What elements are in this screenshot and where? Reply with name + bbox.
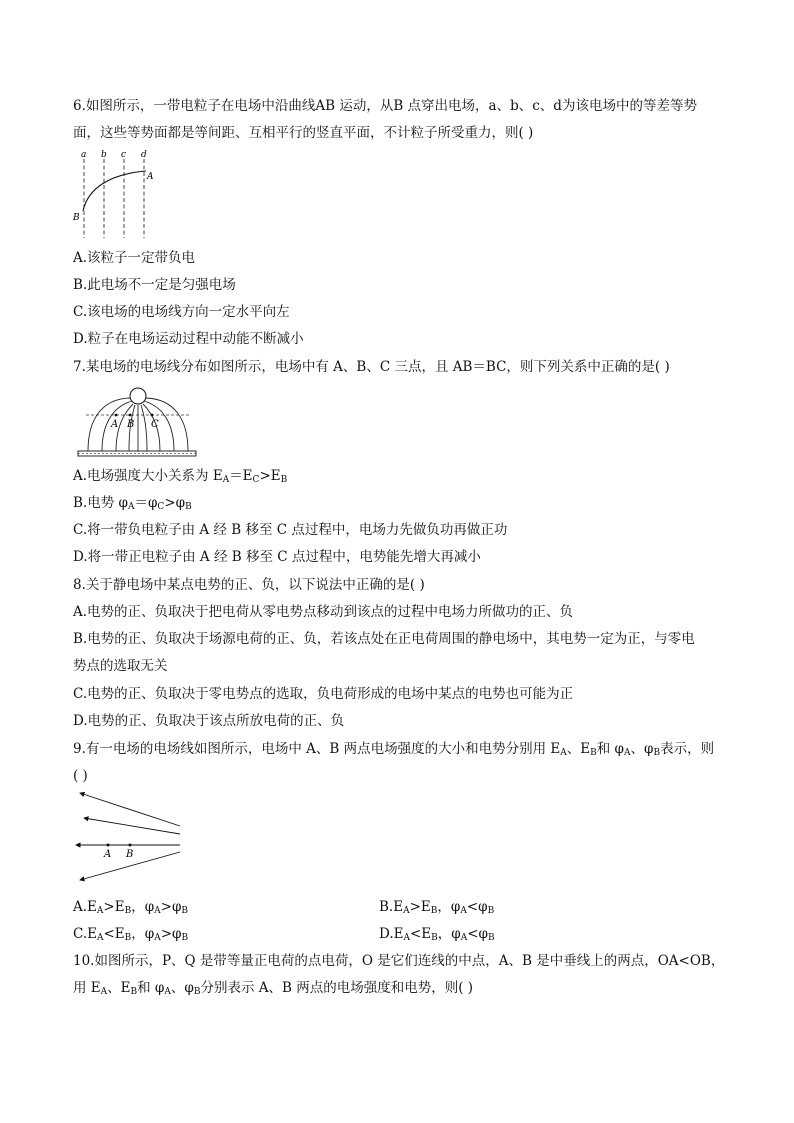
q9-label-B: B [126, 849, 134, 860]
q6-stem-line1: 6.如图所示，一带电粒子在电场中沿曲线AB 运动，从B 点穿出电场，a、b、c、d为该电场中的等差等势 [73, 98, 697, 114]
q9-stem-line1: 9.有一电场的电场线如图所示，电场中 A、B 两点电场强度的大小和电势分别用 $E_A$、$E_B$和 $\varphi_A$、$\varphi_B$表示，则 [73, 741, 715, 758]
q9-label-A: A [104, 849, 112, 860]
q8-option-d: D.电势的正、负取决于该点所放电荷的正、负 [73, 713, 345, 729]
q9-point-A [107, 844, 110, 847]
q9-point-B [129, 844, 132, 847]
q6-option-a: A.该粒子一定带负电 [73, 250, 196, 266]
q6-stem-line2: 面，这些等势面都是等间距、互相平行的竖直平面，不计粒子所受重力，则( ) [73, 125, 534, 141]
q7-point-A [115, 414, 118, 417]
q7-option-d: D.将一带正电粒子由 A 经 B 移至 C 点过程中，电势能先增大再减小 [73, 549, 481, 565]
q6-option-c: C.该电场的电场线方向一定水平向左 [73, 304, 290, 320]
q10-stem-line1: 10.如图所示，P、Q 是带等量正电荷的点电荷，O 是它们连线的中点，A、B 是中垂线上的两点，OA<OB， [73, 953, 725, 969]
q7-label-C: C [151, 419, 159, 430]
q7-label-B: B [127, 419, 135, 430]
q6-label-B: B [73, 213, 80, 223]
q6-option-d: D.粒子在电场运动过程中动能不断减小 [73, 331, 304, 347]
q8-stem: 8.关于静电场中某点电势的正、负，以下说法中正确的是( ) [73, 577, 425, 593]
q7-point-C [151, 414, 154, 417]
q6-label-d: d [141, 150, 147, 160]
q7-figure [72, 385, 200, 461]
q7-field-line [144, 401, 174, 451]
q7-option-c: C.将一带负电粒子由 A 经 B 移至 C 点过程中，电场力先做负功再做正功 [73, 522, 508, 538]
q7-stem: 7.某电场的电场线分布如图所示，电场中有 A、B、C 三点，且 AB＝BC，则下列关系中正确的是( ) [73, 359, 670, 375]
q7-field-line [141, 405, 147, 451]
q8-option-a: A.电势的正、负取决于把电荷从零电势点移动到该点的过程中电场力所做功的正、负 [73, 604, 574, 620]
q6-label-A: A [147, 172, 154, 182]
q6-label-c: c [121, 150, 127, 160]
q9-option-b: $B.E_A>E_B$，$\varphi_A<\varphi_B$ [379, 899, 495, 916]
q6-label-b: b [101, 150, 107, 160]
q7-point-charge [130, 388, 146, 404]
q8-option-b-line2: 势点的选取无关 [73, 658, 168, 674]
q9-field-line-1 [80, 793, 180, 826]
q7-option-a: A.电场强度大小关系为 $E_A=E_C>E_B$ [73, 468, 288, 485]
q6-figure [72, 148, 162, 240]
q7-point-B [129, 414, 132, 417]
q7-label-A: A [111, 419, 119, 430]
q9-option-d: $D.E_A<E_B$，$\varphi_A<\varphi_B$ [379, 926, 495, 943]
q9-option-a: $A.E_A>E_B$，$\varphi_A>\varphi_B$ [73, 899, 189, 916]
q7-option-b: B.电势 $\varphi_A=\varphi_C>\varphi_B$ [73, 495, 192, 512]
q6-option-b: B.此电场不一定是匀强电场 [73, 277, 236, 293]
q10-stem-line2: 用 $E_A$、$E_B$和 $\varphi_A$、$\varphi_B$分别表示 A、B 两点的电场强度和电势，则( ) [73, 980, 474, 997]
q9-option-c: $C.E_A<E_B$，$\varphi_A>\varphi_B$ [73, 926, 189, 943]
q8-option-b-line1: B.电势的正、负取决于场源电荷的正、负，若该点处在正电荷周围的静电场中，其电势一定为正，与零电 [73, 631, 695, 647]
q6-label-a: a [81, 150, 87, 160]
q9-field-line-2 [84, 818, 180, 834]
q6-trajectory-curve [83, 171, 146, 211]
q8-option-c: C.电势的正、负取决于零电势点的选取，负电荷形成的电场中某点的电势也可能为正 [73, 686, 574, 702]
q7-field-line [88, 398, 130, 451]
q9-figure [72, 790, 186, 890]
q9-stem-line2: ( ) [73, 768, 88, 784]
